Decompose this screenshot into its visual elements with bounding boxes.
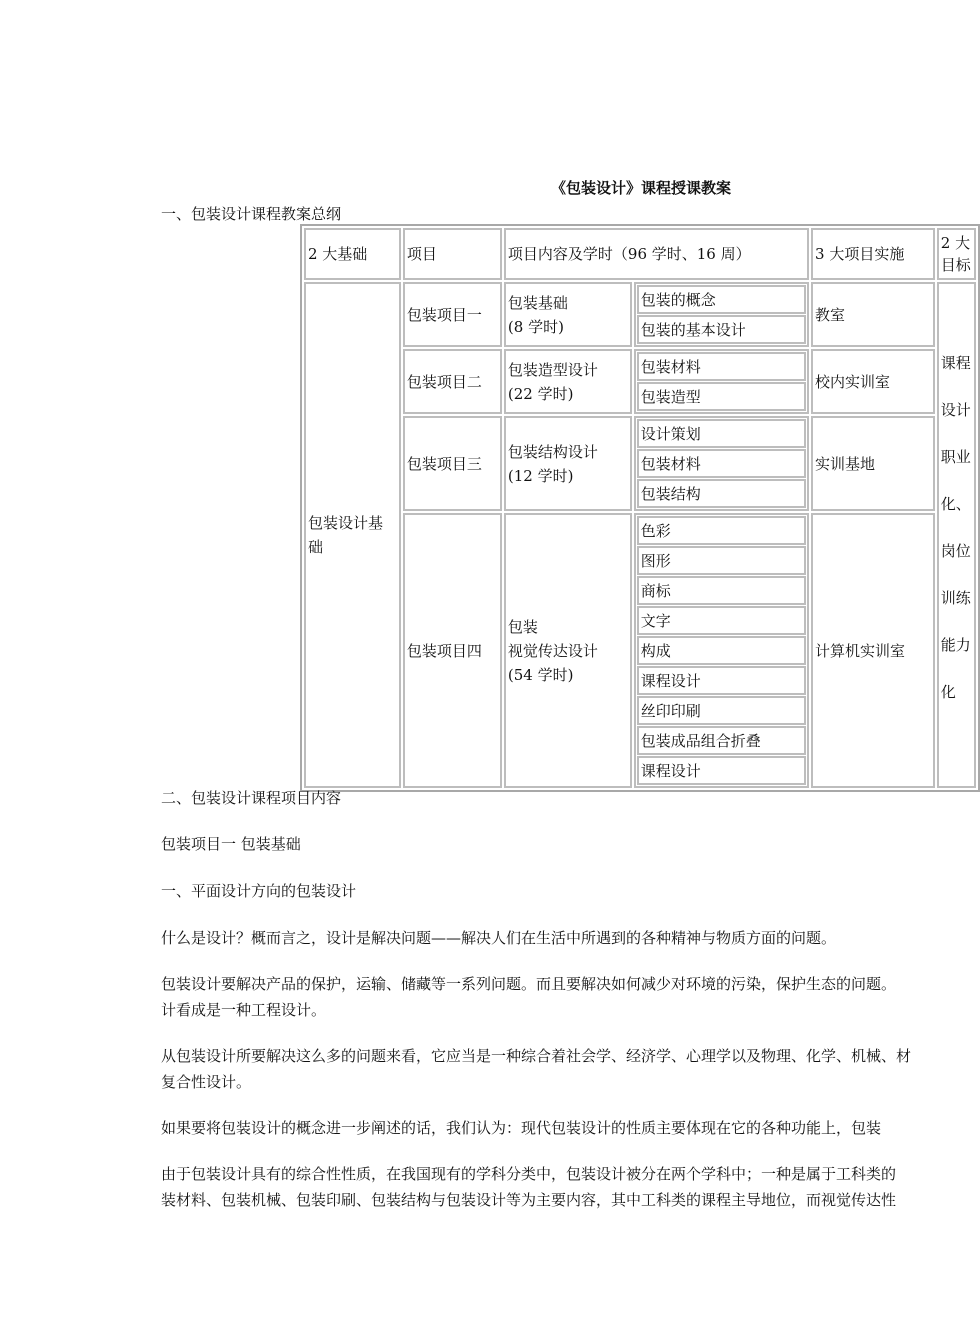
topics-list <box>636 284 807 345</box>
goal-cell <box>937 282 976 788</box>
topic-item: 色彩 <box>637 516 806 545</box>
implementation-cell: 教室 <box>811 282 935 347</box>
topics-cell <box>634 282 809 347</box>
content-line: 包装结构设计 <box>507 442 598 461</box>
implementation-cell: 计算机实训室 <box>811 513 935 788</box>
project-name-cell: 包装项目四 <box>403 513 502 788</box>
topic-item: 包装成品组合折叠 <box>637 726 806 755</box>
header-content: 项目内容及学时（96 学时、16 周） <box>504 228 809 280</box>
sub1-heading: 一、平面设计方向的包装设计 <box>161 882 357 900</box>
table-header-row <box>304 228 976 280</box>
paragraph-line: 如果要将包装设计的概念进一步阐述的话，我们认为：现代包装设计的性质主要体现在它的各种功能上，包装 <box>161 1119 882 1137</box>
topic-item: 包装的基本设计 <box>637 315 806 344</box>
topic-item: 包装结构 <box>637 479 806 508</box>
paragraph-line: 什么是设计？概而言之，设计是解决问题——解决人们在生活中所遇到的各种精神与物质方面的问题。 <box>161 929 837 947</box>
goal-line: 职业 <box>940 448 971 466</box>
table-row <box>304 513 976 788</box>
paragraph-line: 从包装设计所要解决这么多的问题来看，它应当是一种综合着社会学、经济学、心理学以及物理、化学、机械、材 <box>161 1047 912 1065</box>
content-line: 包装造型设计 <box>507 360 598 379</box>
topic-item: 包装的概念 <box>637 285 806 314</box>
project-content-cell <box>504 282 632 347</box>
topic-item: 商标 <box>637 576 806 605</box>
topics-list <box>636 515 807 786</box>
section2-heading: 二、包装设计课程项目内容 <box>161 789 342 807</box>
goal-line: 能力 <box>940 636 971 654</box>
header-implementation: 3 大项目实施 <box>811 228 935 280</box>
topic-item: 课程设计 <box>637 666 806 695</box>
project-content-cell <box>504 513 632 788</box>
project1-heading: 包装项目一 包装基础 <box>161 835 301 853</box>
topic-item: 包装材料 <box>637 352 806 381</box>
goal-line: 化 <box>940 683 956 701</box>
paragraph-line: 复合性设计。 <box>161 1073 252 1091</box>
content-line: 包装 <box>507 617 538 636</box>
header-project: 项目 <box>403 228 502 280</box>
table-row <box>304 349 976 414</box>
foundation-cell: 包装设计基础 <box>304 282 401 788</box>
table-row <box>304 282 976 347</box>
content-line: (8 学时) <box>507 317 564 336</box>
topics-cell <box>634 513 809 788</box>
topics-list <box>636 418 807 509</box>
content-line: 包装基础 <box>507 293 568 312</box>
topic-item: 构成 <box>637 636 806 665</box>
topic-item: 包装材料 <box>637 449 806 478</box>
topic-item: 丝印印刷 <box>637 696 806 725</box>
goal-line: 化、 <box>940 495 971 513</box>
topics-cell <box>634 416 809 511</box>
topic-item: 课程设计 <box>637 756 806 785</box>
project-content-cell <box>504 416 632 511</box>
project-name-cell: 包装项目二 <box>403 349 502 414</box>
content-line: 视觉传达设计 <box>507 641 598 660</box>
topic-item: 文字 <box>637 606 806 635</box>
paragraph-line: 由于包装设计具有的综合性性质，在我国现有的学科分类中，包装设计被分在两个学科中；一种是属于工科类的 <box>161 1165 897 1183</box>
section1-heading: 一、包装设计课程教案总纲 <box>161 205 342 223</box>
document-title: 《包装设计》课程授课教案 <box>551 179 732 197</box>
paragraph-line: 包装设计要解决产品的保护，运输、储藏等一系列问题。而且要解决如何减少对环境的污染，保护生态的问题。 <box>161 975 897 993</box>
table-row <box>304 416 976 511</box>
header-foundation: 2 大基础 <box>304 228 401 280</box>
implementation-cell: 实训基地 <box>811 416 935 511</box>
content-line: (22 学时) <box>507 384 574 403</box>
project-name-cell: 包装项目一 <box>403 282 502 347</box>
content-line: (12 学时) <box>507 466 574 485</box>
topic-item: 设计策划 <box>637 419 806 448</box>
topics-list <box>636 351 807 412</box>
content-line: (54 学时) <box>507 665 574 684</box>
topics-cell <box>634 349 809 414</box>
project-name-cell: 包装项目三 <box>403 416 502 511</box>
goal-line: 训练 <box>940 589 971 607</box>
topic-item: 图形 <box>637 546 806 575</box>
implementation-cell: 校内实训室 <box>811 349 935 414</box>
goal-line: 课程 <box>940 354 971 372</box>
paragraph-line: 装材料、包装机械、包装印刷、包装结构与包装设计等为主要内容，其中工科类的课程主导地位，而视觉传达性 <box>161 1191 897 1209</box>
topic-item: 包装造型 <box>637 382 806 411</box>
goal-line: 设计 <box>940 401 971 419</box>
header-goal: 2 大目标 <box>937 228 976 280</box>
course-outline-table <box>300 224 980 792</box>
goal-line: 岗位 <box>940 542 971 560</box>
paragraph-line: 计看成是一种工程设计。 <box>161 1001 327 1019</box>
project-content-cell <box>504 349 632 414</box>
